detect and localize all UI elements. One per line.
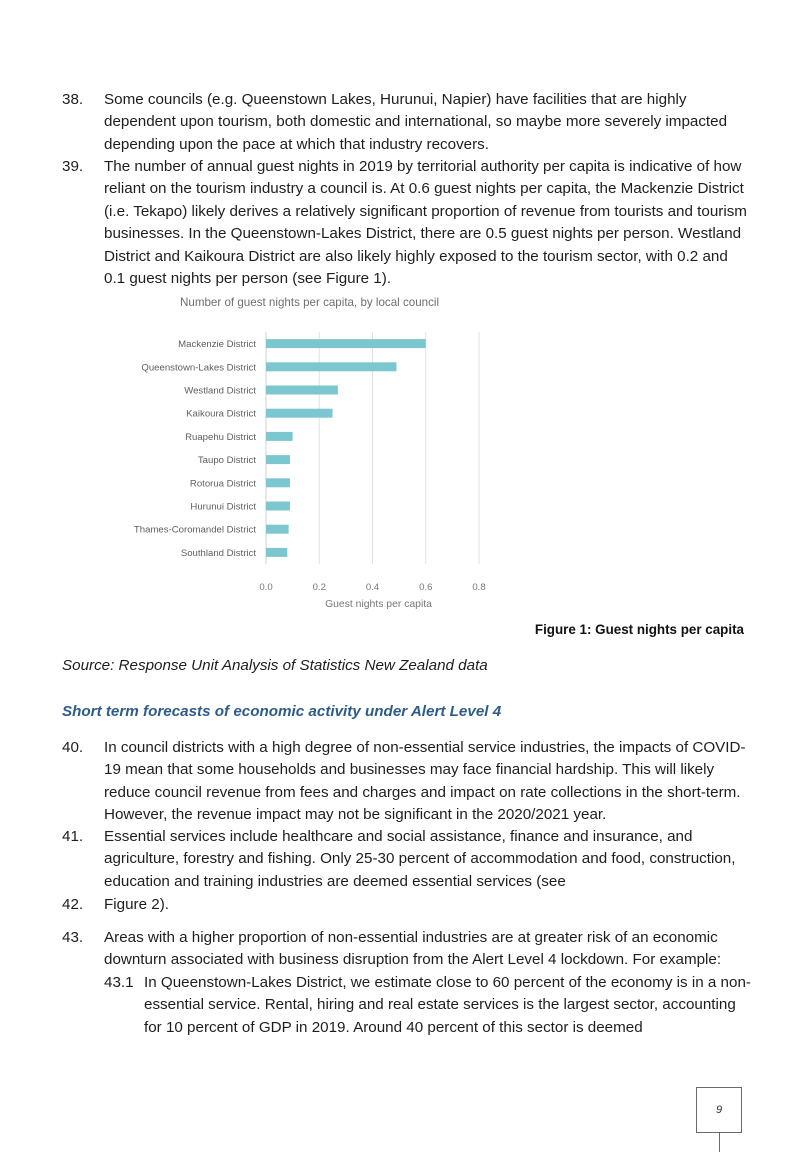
category-label: Westland District: [184, 385, 256, 397]
category-label: Hurunui District: [190, 501, 256, 513]
bar: [266, 478, 290, 487]
page-number: 9: [715, 1104, 723, 1116]
chart-title: Number of guest nights per capita, by local council: [180, 296, 440, 309]
bar: [266, 339, 426, 348]
tick-label: 0.8: [472, 582, 486, 593]
bar: [266, 455, 290, 464]
page-number-box: [696, 1087, 742, 1133]
paragraph-text: The number of annual guest nights in 2019 by territorial authority per capita is indicative of how reliant on the tourism industry a council is. At 0.6 guest nights per capita, the Mackenzie District (i.e. Tekapo) likely derives a relatively significant proportion of revenue from tourists and tourism businesses. In the Queenstown-Lakes District, there are 0.5 guest nights per person. Westland District and Kaikoura District are also likely highly exposed to the tourism sector, with 0.2 and 0.1 guest nights per person (see Figure 1).: [104, 158, 747, 288]
paragraph-number: 39.: [62, 158, 84, 175]
category-label: Ruapehu District: [185, 431, 256, 443]
category-label: Taupo District: [197, 455, 256, 467]
guest-nights-bar-chart: [120, 320, 520, 610]
page-number-box-tail: [719, 1133, 720, 1152]
figure-caption: Figure 1: Guest nights per capita: [534, 622, 744, 637]
paragraph-39: [62, 156, 752, 290]
paragraph-number: 43.1: [104, 974, 134, 991]
tick-label: 0.6: [419, 582, 433, 593]
paragraph-text: In council districts with a high degree of non-essential service industries, the impacts of COVID-19 mean that some households and businesses may face financial hardship. This will likely reduce council revenue from fees and charges and impact on rate collections in the short-term. However, the revenue impact may not be significant in the 2020/2021 year.: [104, 739, 746, 824]
source-note: Source: Response Unit Analysis of Statistics New Zealand data: [62, 657, 488, 674]
category-label: Kaikoura District: [186, 408, 256, 420]
paragraph-number: 42.: [62, 896, 84, 913]
paragraph-41: [62, 826, 752, 893]
paragraph-text: In Queenstown-Lakes District, we estimate close to 60 percent of the economy is in a non-essential service. Rental, hiring and real estate services is the largest sector, accounting for 10 percent of GDP in 2019. Around 40 percent of this sector is deemed: [144, 974, 751, 1036]
bar: [266, 525, 289, 534]
category-label: Thames-Coromandel District: [133, 524, 256, 536]
paragraph-number: 41.: [62, 828, 84, 845]
paragraph-text: Figure 2).: [104, 896, 169, 913]
category-label: Southland District: [180, 547, 256, 559]
tick-label: 0.0: [259, 582, 273, 593]
tick-label: 0.4: [365, 582, 380, 593]
paragraph-text: Essential services include healthcare and social assistance, finance and insurance, and agriculture, forestry and fishing. Only 25-30 percent of accommodation and food, construction, education and training industries are deemed essential services (see: [104, 828, 736, 890]
x-axis-label: Guest nights per capita: [325, 599, 432, 610]
paragraph-43: [62, 927, 752, 972]
paragraph-number: 40.: [62, 739, 84, 756]
tick-label: 0.2: [312, 582, 326, 593]
section-heading: Short term forecasts of economic activity under Alert Level 4: [62, 703, 502, 720]
paragraph-42: [62, 894, 752, 916]
paragraph-number: 38.: [62, 91, 84, 108]
paragraph-43-1: [104, 972, 754, 1039]
bar: [266, 386, 338, 395]
bar: [266, 548, 287, 557]
paragraph-38: [62, 89, 752, 156]
category-label: Rotorua District: [189, 478, 256, 490]
bar: [266, 409, 333, 418]
paragraph-number: 43.: [62, 929, 84, 946]
paragraph-text: Areas with a higher proportion of non-essential industries are at greater risk of an economic downturn associated with business disruption from the Alert Level 4 lockdown. For example:: [104, 929, 722, 969]
paragraph-text: Some councils (e.g. Queenstown Lakes, Hurunui, Napier) have facilities that are highly dependent upon tourism, both domestic and international, so maybe more severely impacted depending upon the pace at which that industry recovers.: [104, 91, 728, 153]
category-label: Queenstown-Lakes District: [141, 362, 256, 374]
bar: [266, 502, 290, 511]
category-label: Mackenzie District: [178, 339, 256, 351]
bar: [266, 432, 293, 441]
bar: [266, 362, 396, 371]
paragraph-40: [62, 737, 752, 827]
